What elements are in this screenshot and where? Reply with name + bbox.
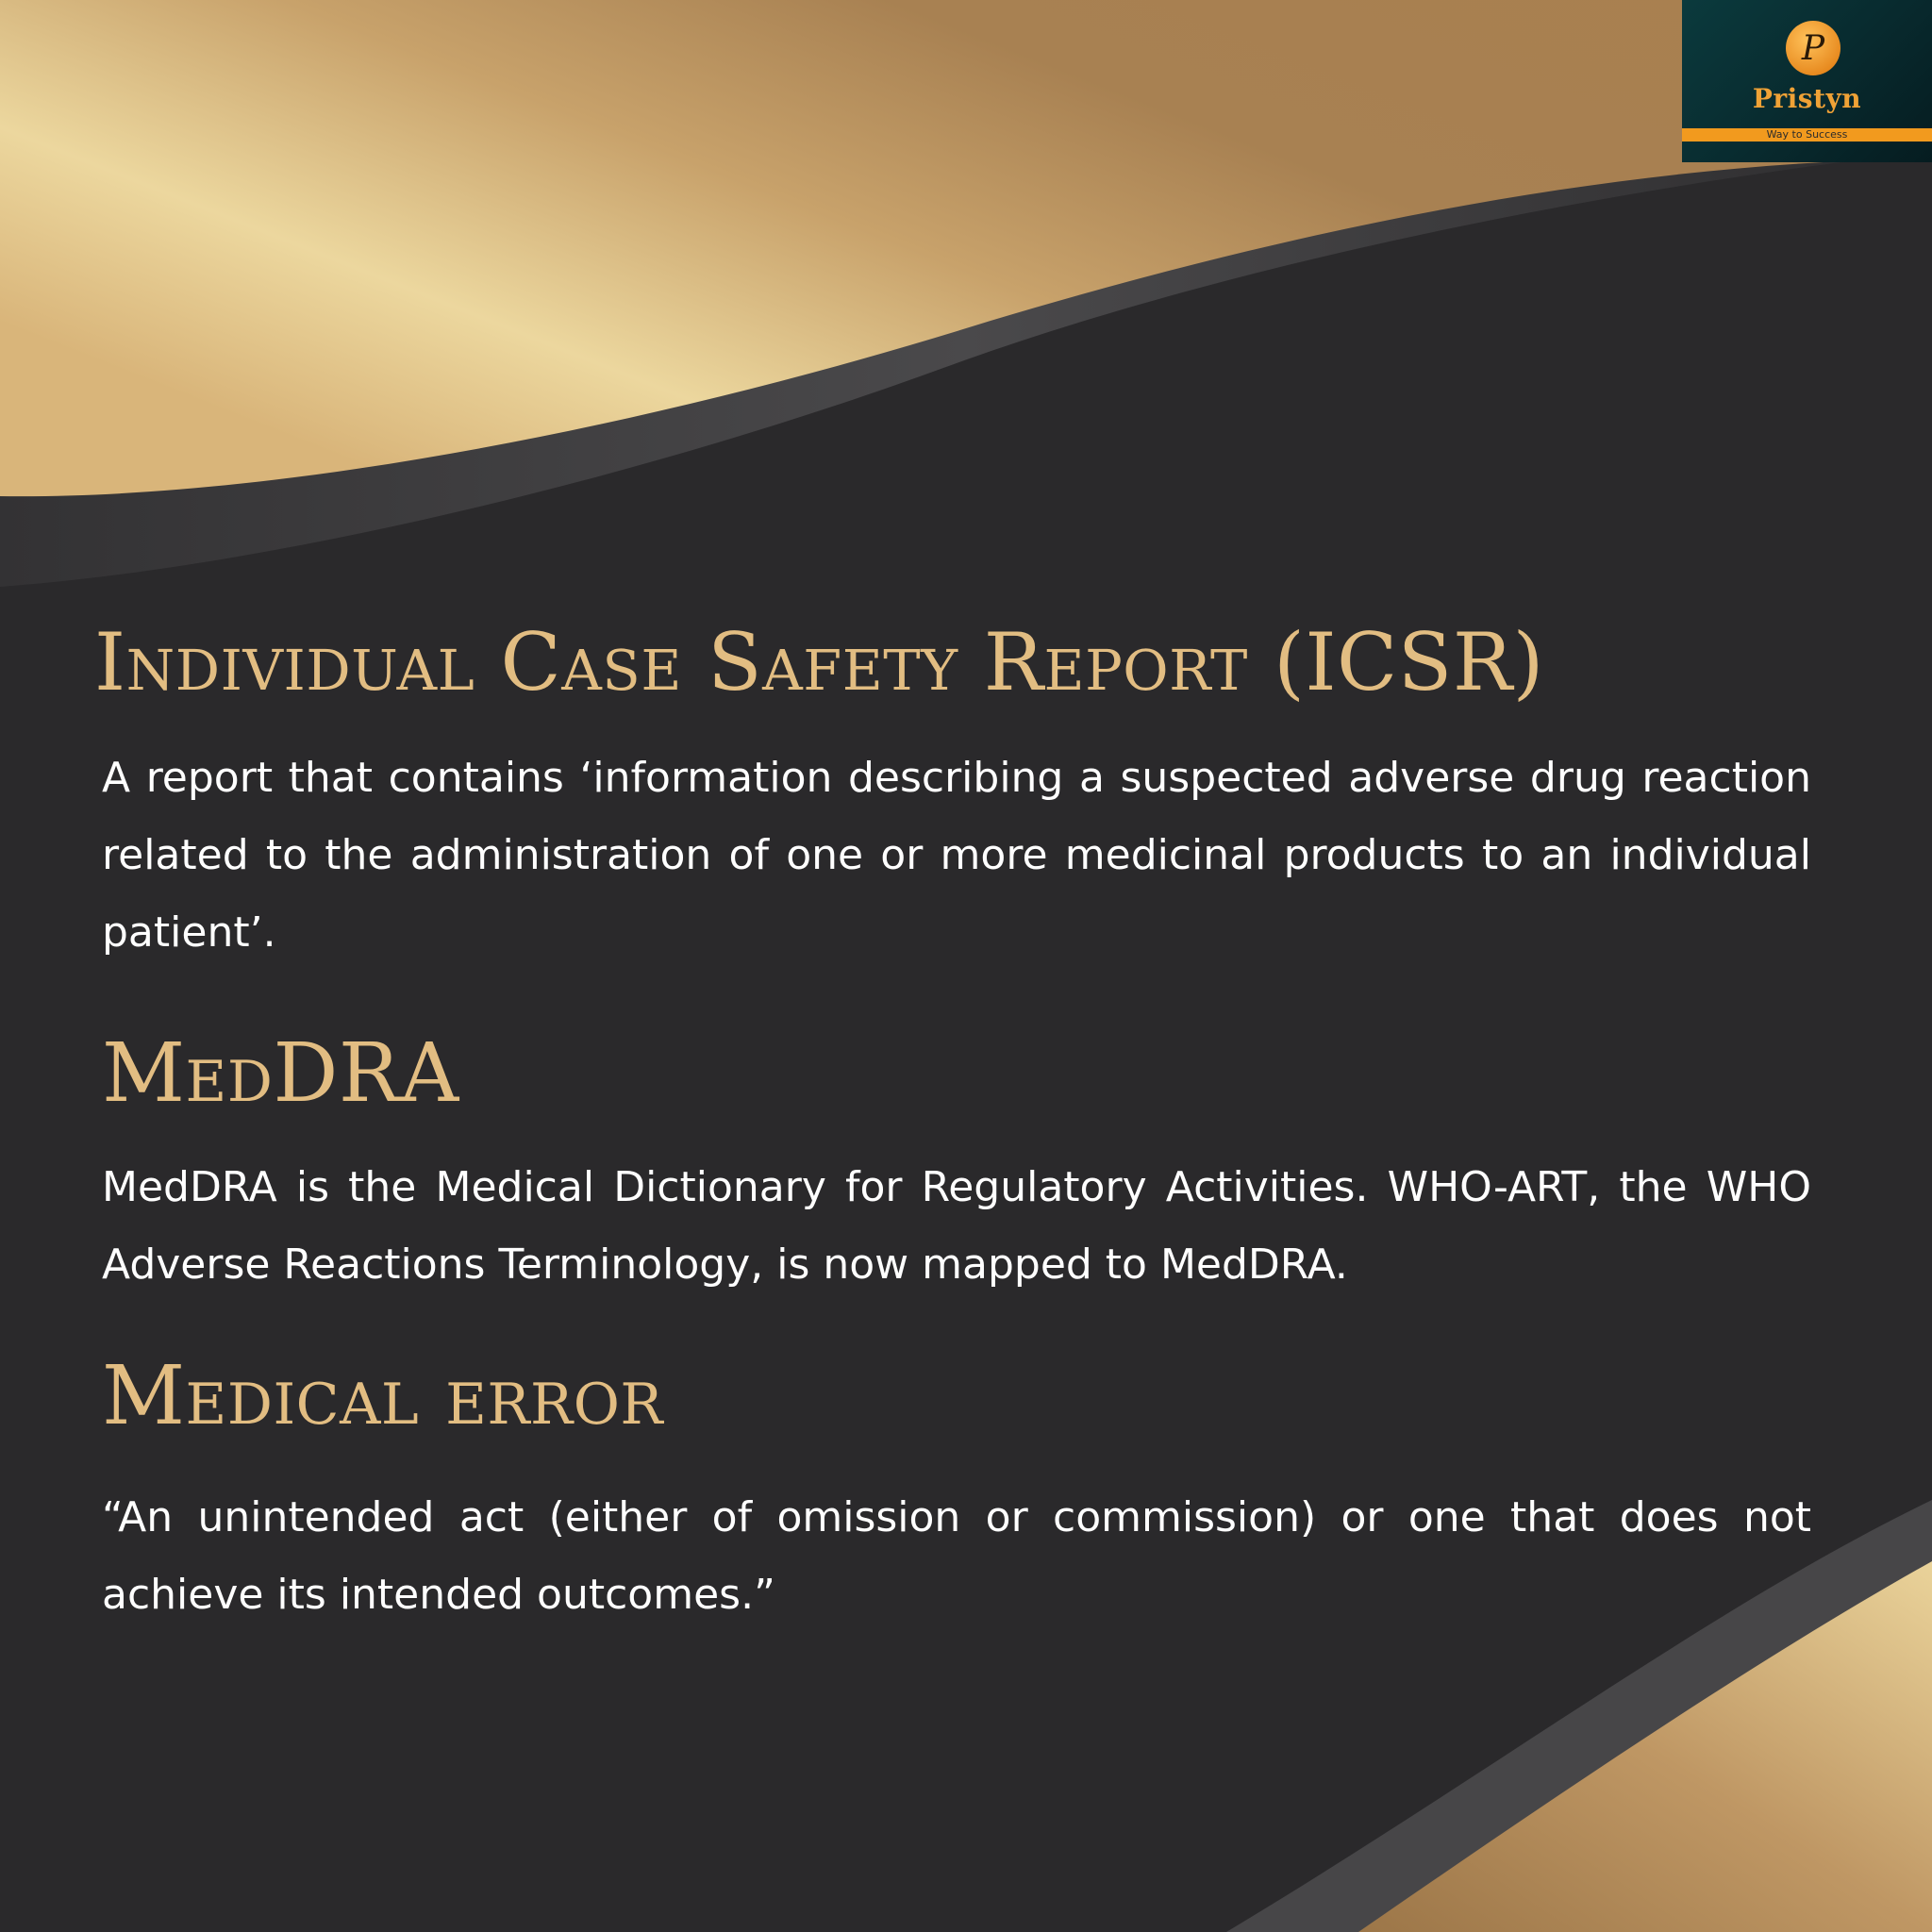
heading-meddra: MedDRA [102,1026,459,1121]
paragraph-medical-error: “An unintended act (either of omission or commission) or one that does not achieve its intended outcomes.” [102,1493,1811,1619]
logo-emblem-letter: P [1801,29,1825,68]
main-content [94,613,1811,1634]
paragraph-meddra: MedDRA is the Medical Dictionary for Regulatory Activities. WHO-ART, the WHO Adverse Reactions Terminology, is now mapped to MedDRA. [102,1163,1811,1289]
logo-wordmark: Pristyn [1752,83,1862,114]
logo-emblem-icon [1784,19,1842,77]
paragraph-icsr: A report that contains ‘information describing a suspected adverse drug reaction related to the administration of one or more medicinal products to an individual patient’. [102,754,1811,957]
heading-medical-error: Medical error [102,1349,664,1443]
logo-tagline: Way to Success [1766,128,1848,141]
brand-logo [1682,0,1932,162]
heading-icsr: Individual Case Safety Report (ICSR) [94,616,1544,708]
